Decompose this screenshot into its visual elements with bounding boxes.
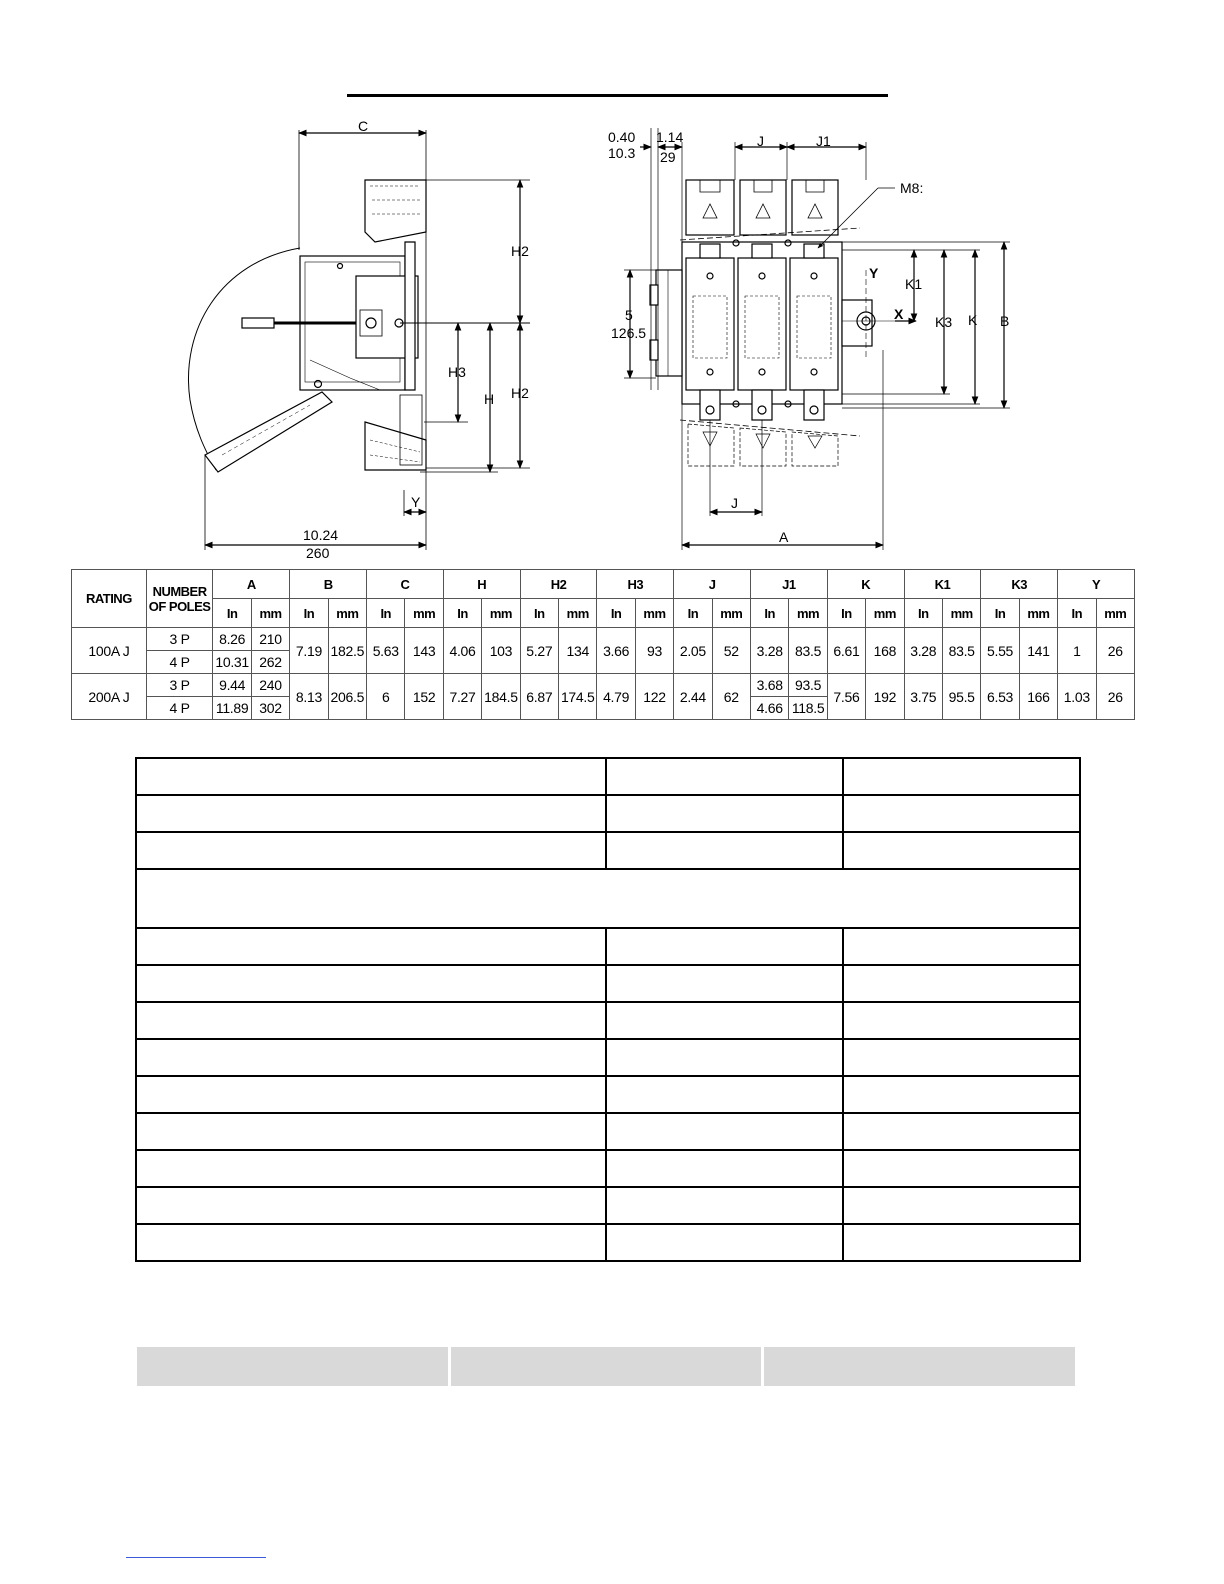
cell-h3-mm: 122 [635, 674, 673, 720]
cell-j-mm: 52 [712, 628, 750, 674]
header-a: A [213, 570, 290, 599]
table-cell [606, 795, 843, 832]
table-cell [606, 1113, 843, 1150]
table-row [136, 832, 1080, 869]
cell-b-in: 7.19 [290, 628, 328, 674]
table-cell [136, 1076, 606, 1113]
footer-link-underline[interactable] [126, 1557, 266, 1558]
table-cell [136, 832, 606, 869]
cell-y-in: 1 [1058, 628, 1096, 674]
table-cell [843, 1187, 1080, 1224]
table-cell [843, 1150, 1080, 1187]
cell-h3-in: 3.66 [597, 628, 635, 674]
cell-h-in: 4.06 [443, 628, 481, 674]
table-row [136, 1039, 1080, 1076]
cell-c-in: 6 [367, 674, 405, 720]
label-29-mm: 29 [660, 149, 676, 165]
cell-a-in: 9.44 [213, 674, 251, 697]
cell-k1-in: 3.28 [904, 628, 942, 674]
table-cell [136, 1224, 606, 1261]
cell-y-mm: 26 [1096, 674, 1134, 720]
table-row [136, 1150, 1080, 1187]
cell-k3-mm: 141 [1019, 628, 1057, 674]
header-k1: K1 [904, 570, 981, 599]
table-cell [606, 965, 843, 1002]
table-row [136, 1187, 1080, 1224]
label-5-in: 5 [625, 307, 633, 323]
header-rating: RATING [72, 570, 147, 628]
label-j-bottom: J [731, 495, 738, 511]
table-row [136, 965, 1080, 1002]
label-j-top: J [757, 133, 764, 149]
cell-rating: 200A J [72, 674, 147, 720]
cell-rating: 100A J [72, 628, 147, 674]
cell-a-in: 11.89 [213, 697, 251, 720]
cell-h-in: 7.27 [443, 674, 481, 720]
table-header-row [72, 570, 1135, 599]
unit-mm: mm [712, 599, 750, 628]
unit-mm: mm [251, 599, 289, 628]
cell-k1-mm: 83.5 [942, 628, 980, 674]
table-row [136, 795, 1080, 832]
table-cell [606, 1150, 843, 1187]
cell-h2-mm: 174.5 [559, 674, 597, 720]
header-poles: NUMBER OF POLES [146, 570, 213, 628]
cell-c-mm: 143 [405, 628, 443, 674]
table-cell [136, 928, 606, 965]
unit-in: In [290, 599, 328, 628]
cell-c-in: 5.63 [367, 628, 405, 674]
cell-j-in: 2.05 [674, 628, 712, 674]
table-cell [136, 1187, 606, 1224]
table-cell [606, 1002, 843, 1039]
unit-in: In [981, 599, 1019, 628]
cell-h2-in: 5.27 [520, 628, 558, 674]
unit-mm: mm [942, 599, 980, 628]
header-b: B [290, 570, 367, 599]
cell-k1-mm: 95.5 [942, 674, 980, 720]
label-x-axis: X [894, 306, 904, 322]
label-h2-bottom: H2 [511, 385, 529, 401]
table-cell [136, 758, 606, 795]
table-cell [843, 1224, 1080, 1261]
cell-a-mm: 240 [251, 674, 289, 697]
table-cell [136, 869, 1080, 928]
table-cell [136, 965, 606, 1002]
cell-y-mm: 26 [1096, 628, 1134, 674]
header-j1: J1 [750, 570, 827, 599]
label-k1: K1 [905, 276, 923, 292]
cell-b-in: 8.13 [290, 674, 328, 720]
table-cell [606, 1224, 843, 1261]
label-a: A [779, 529, 789, 545]
cell-b-mm: 206.5 [328, 674, 366, 720]
dimensions-table [71, 569, 1135, 720]
table-cell [843, 832, 1080, 869]
label-1-14-in: 1.14 [656, 129, 684, 145]
cell-k-mm: 192 [866, 674, 904, 720]
label-0-40-in: 0.40 [608, 129, 636, 145]
cell-h3-in: 4.79 [597, 674, 635, 720]
unit-in: In [827, 599, 865, 628]
header-h: H [443, 570, 520, 599]
unit-mm: mm [328, 599, 366, 628]
cell-h2-mm: 134 [559, 628, 597, 674]
table-cell [843, 1076, 1080, 1113]
cell-poles: 4 P [146, 651, 213, 674]
unit-mm: mm [1096, 599, 1134, 628]
cell-j1-mm: 93.5 [789, 674, 827, 697]
cell-poles: 4 P [146, 697, 213, 720]
header-c: C [367, 570, 444, 599]
unit-in: In [213, 599, 251, 628]
unit-in: In [750, 599, 788, 628]
table-row [136, 1076, 1080, 1113]
table-cell [843, 965, 1080, 1002]
table-cell [843, 928, 1080, 965]
table-row [136, 1002, 1080, 1039]
label-b: B [1000, 313, 1010, 329]
table-cell [606, 928, 843, 965]
table-cell [606, 832, 843, 869]
cell-a-mm: 302 [251, 697, 289, 720]
cell-poles: 3 P [146, 628, 213, 651]
header-k3: K3 [981, 570, 1058, 599]
cell-j1-in: 3.28 [750, 628, 788, 674]
label-k3: K3 [935, 314, 953, 330]
table-cell [606, 1076, 843, 1113]
cell-j1-in: 4.66 [750, 697, 788, 720]
cell-a-mm: 210 [251, 628, 289, 651]
cell-k3-mm: 166 [1019, 674, 1057, 720]
table-cell [606, 1187, 843, 1224]
cell-j-mm: 62 [712, 674, 750, 720]
label-h: H [484, 391, 495, 407]
grey-header-cell [137, 1347, 448, 1386]
table-row [72, 674, 1135, 697]
spec-table [135, 757, 1081, 1262]
unit-mm: mm [789, 599, 827, 628]
table-section-row [136, 869, 1080, 928]
cell-c-mm: 152 [405, 674, 443, 720]
label-c: C [358, 118, 369, 134]
label-y: Y [411, 494, 421, 510]
front-view-drawing [624, 128, 1010, 550]
cell-k3-in: 5.55 [981, 628, 1019, 674]
label-j1: J1 [816, 133, 831, 149]
cell-h3-mm: 93 [635, 628, 673, 674]
header-h2: H2 [520, 570, 597, 599]
unit-in: In [367, 599, 405, 628]
label-y-axis: Y [869, 265, 879, 281]
table-cell [136, 1002, 606, 1039]
unit-mm: mm [635, 599, 673, 628]
cell-j1-mm: 83.5 [789, 628, 827, 674]
unit-in: In [904, 599, 942, 628]
table-cell [136, 1039, 606, 1076]
cell-a-in: 8.26 [213, 628, 251, 651]
cell-b-mm: 182.5 [328, 628, 366, 674]
cell-j1-mm: 118.5 [789, 697, 827, 720]
table-cell [136, 1113, 606, 1150]
header-k: K [827, 570, 904, 599]
table-cell [136, 1150, 606, 1187]
cell-y-in: 1.03 [1058, 674, 1096, 720]
cell-poles: 3 P [146, 674, 213, 697]
table-unit-row [72, 599, 1135, 628]
table-cell [843, 758, 1080, 795]
table-cell [843, 1113, 1080, 1150]
label-m8: M8: [900, 180, 924, 196]
side-view-drawing [188, 130, 530, 550]
cell-k-in: 7.56 [827, 674, 865, 720]
cell-h-mm: 103 [482, 628, 520, 674]
table-cell [606, 758, 843, 795]
table-cell [843, 795, 1080, 832]
unit-mm: mm [1019, 599, 1057, 628]
header-y: Y [1058, 570, 1135, 599]
dimension-drawings [0, 0, 1224, 570]
label-h2-top: H2 [511, 243, 529, 259]
table-row [136, 1224, 1080, 1261]
cell-k1-in: 3.75 [904, 674, 942, 720]
cell-a-in: 10.31 [213, 651, 251, 674]
table-row [136, 1113, 1080, 1150]
label-width-mm: 260 [306, 545, 330, 561]
table-row [136, 758, 1080, 795]
label-h3: H3 [448, 364, 466, 380]
table-cell [843, 1002, 1080, 1039]
cell-h2-in: 6.87 [520, 674, 558, 720]
header-j: J [674, 570, 751, 599]
table-row [136, 928, 1080, 965]
unit-mm: mm [866, 599, 904, 628]
unit-in: In [674, 599, 712, 628]
table-cell [843, 1039, 1080, 1076]
label-width-in: 10.24 [303, 527, 339, 543]
cell-j1-in: 3.68 [750, 674, 788, 697]
label-126-5-mm: 126.5 [611, 325, 647, 341]
cell-j-in: 2.44 [674, 674, 712, 720]
table-cell [136, 795, 606, 832]
label-k: K [968, 312, 978, 328]
unit-in: In [597, 599, 635, 628]
header-h3: H3 [597, 570, 674, 599]
cell-k-in: 6.61 [827, 628, 865, 674]
table-cell [606, 1039, 843, 1076]
table-row [72, 628, 1135, 651]
cell-h-mm: 184.5 [482, 674, 520, 720]
unit-mm: mm [405, 599, 443, 628]
unit-in: In [520, 599, 558, 628]
cell-k3-in: 6.53 [981, 674, 1019, 720]
cell-a-mm: 262 [251, 651, 289, 674]
unit-mm: mm [482, 599, 520, 628]
grey-header-cell [451, 1347, 762, 1386]
grey-header-strip [137, 1347, 1075, 1386]
unit-mm: mm [559, 599, 597, 628]
unit-in: In [443, 599, 481, 628]
cell-k-mm: 168 [866, 628, 904, 674]
grey-header-cell [764, 1347, 1075, 1386]
unit-in: In [1058, 599, 1096, 628]
label-10-3-mm: 10.3 [608, 145, 636, 161]
